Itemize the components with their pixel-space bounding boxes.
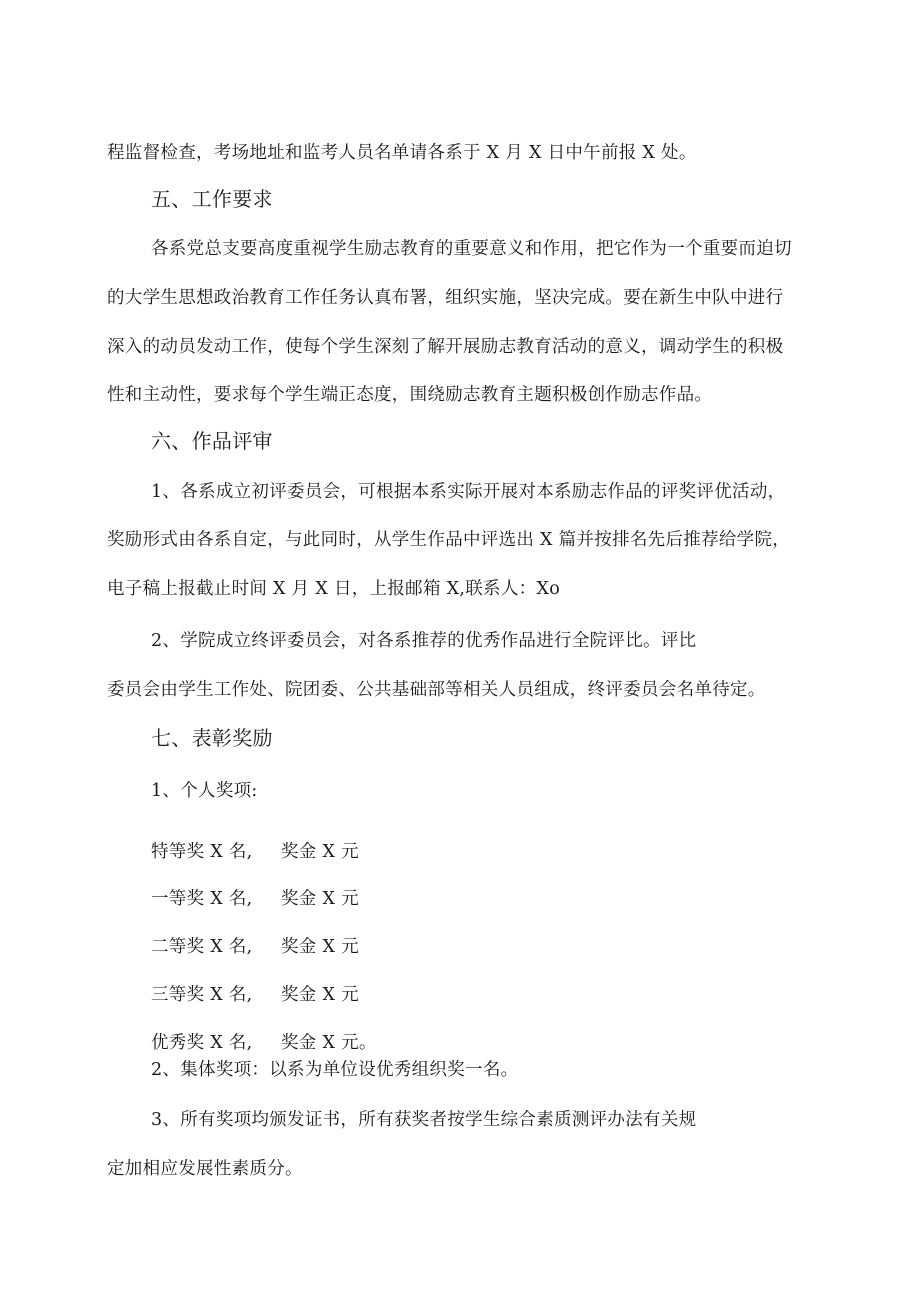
paragraph-line: 1、各系成立初评委员会，可根据本系实际开展对本系励志作品的评奖评优活动， xyxy=(151,482,786,502)
paragraph-line: 电子稿上报截止时间 X 月 X 日，上报邮箱 X,联系人：Xo xyxy=(107,579,561,599)
prize-row xyxy=(151,887,359,911)
prize-name: 优秀奖 X 名, xyxy=(151,1033,253,1053)
paragraph-line: 性和主动性，要求每个学生端正态度，围绕励志教育主题积极创作励志作品。 xyxy=(107,385,713,405)
prize-bonus: 奖金 X 元 xyxy=(281,842,359,862)
individual-awards-label: 1、个人奖项: xyxy=(151,781,258,801)
section-heading-awards: 七、表彰奖励 xyxy=(151,726,273,750)
paragraph-line: 定加相应发展性素质分。 xyxy=(107,1159,303,1179)
prize-bonus: 奖金 X 元 xyxy=(281,985,359,1005)
paragraph-line: 的大学生思想政治教育工作任务认真布署，组织实施，坚决完成。要在新生中队中进行 xyxy=(107,288,784,308)
paragraph-line: 各系党总支要高度重视学生励志教育的重要意义和作用，把它作为一个重要而迫切 xyxy=(151,239,792,259)
section-heading-work-review: 六、作品评审 xyxy=(151,429,273,453)
paragraph-line: 3、所有奖项均颁发证书，所有获奖者按学生综合素质测评办法有关规 xyxy=(151,1110,697,1130)
prize-bonus: 奖金 X 元。 xyxy=(281,1033,377,1053)
paragraph-line: 委员会由学生工作处、院团委、公共基础部等相关人员组成，终评委员会名单待定。 xyxy=(107,680,766,700)
prize-bonus: 奖金 X 元 xyxy=(281,937,359,957)
paragraph-line: 奖励形式由各系自定，与此同时，从学生作品中评选出 X 篇并按排名先后推荐给学院， xyxy=(107,530,791,550)
prize-row xyxy=(151,1031,377,1055)
paragraph-line: 程监督检查，考场地址和监考人员名单请各系于 X 月 X 日中午前报 X 处。 xyxy=(107,143,697,163)
prize-name: 二等奖 X 名, xyxy=(151,937,253,957)
section-heading-work-requirements: 五、工作要求 xyxy=(151,187,273,211)
prize-bonus: 奖金 X 元 xyxy=(281,889,359,909)
prize-name: 一等奖 X 名, xyxy=(151,889,253,909)
collective-awards-line: 2、集体奖项：以系为单位设优秀组织奖一名。 xyxy=(151,1060,519,1080)
prize-name: 三等奖 X 名, xyxy=(151,985,253,1005)
paragraph-line: 2、学院成立终评委员会，对各系推荐的优秀作品进行全院评比。评比 xyxy=(151,631,697,651)
prize-name: 特等奖 X 名, xyxy=(151,842,253,862)
prize-row xyxy=(151,840,359,864)
prize-row xyxy=(151,935,359,959)
prize-row xyxy=(151,983,359,1007)
paragraph-line: 深入的动员发动工作，使每个学生深刻了解开展励志教育活动的意义，调动学生的积极 xyxy=(107,337,784,357)
